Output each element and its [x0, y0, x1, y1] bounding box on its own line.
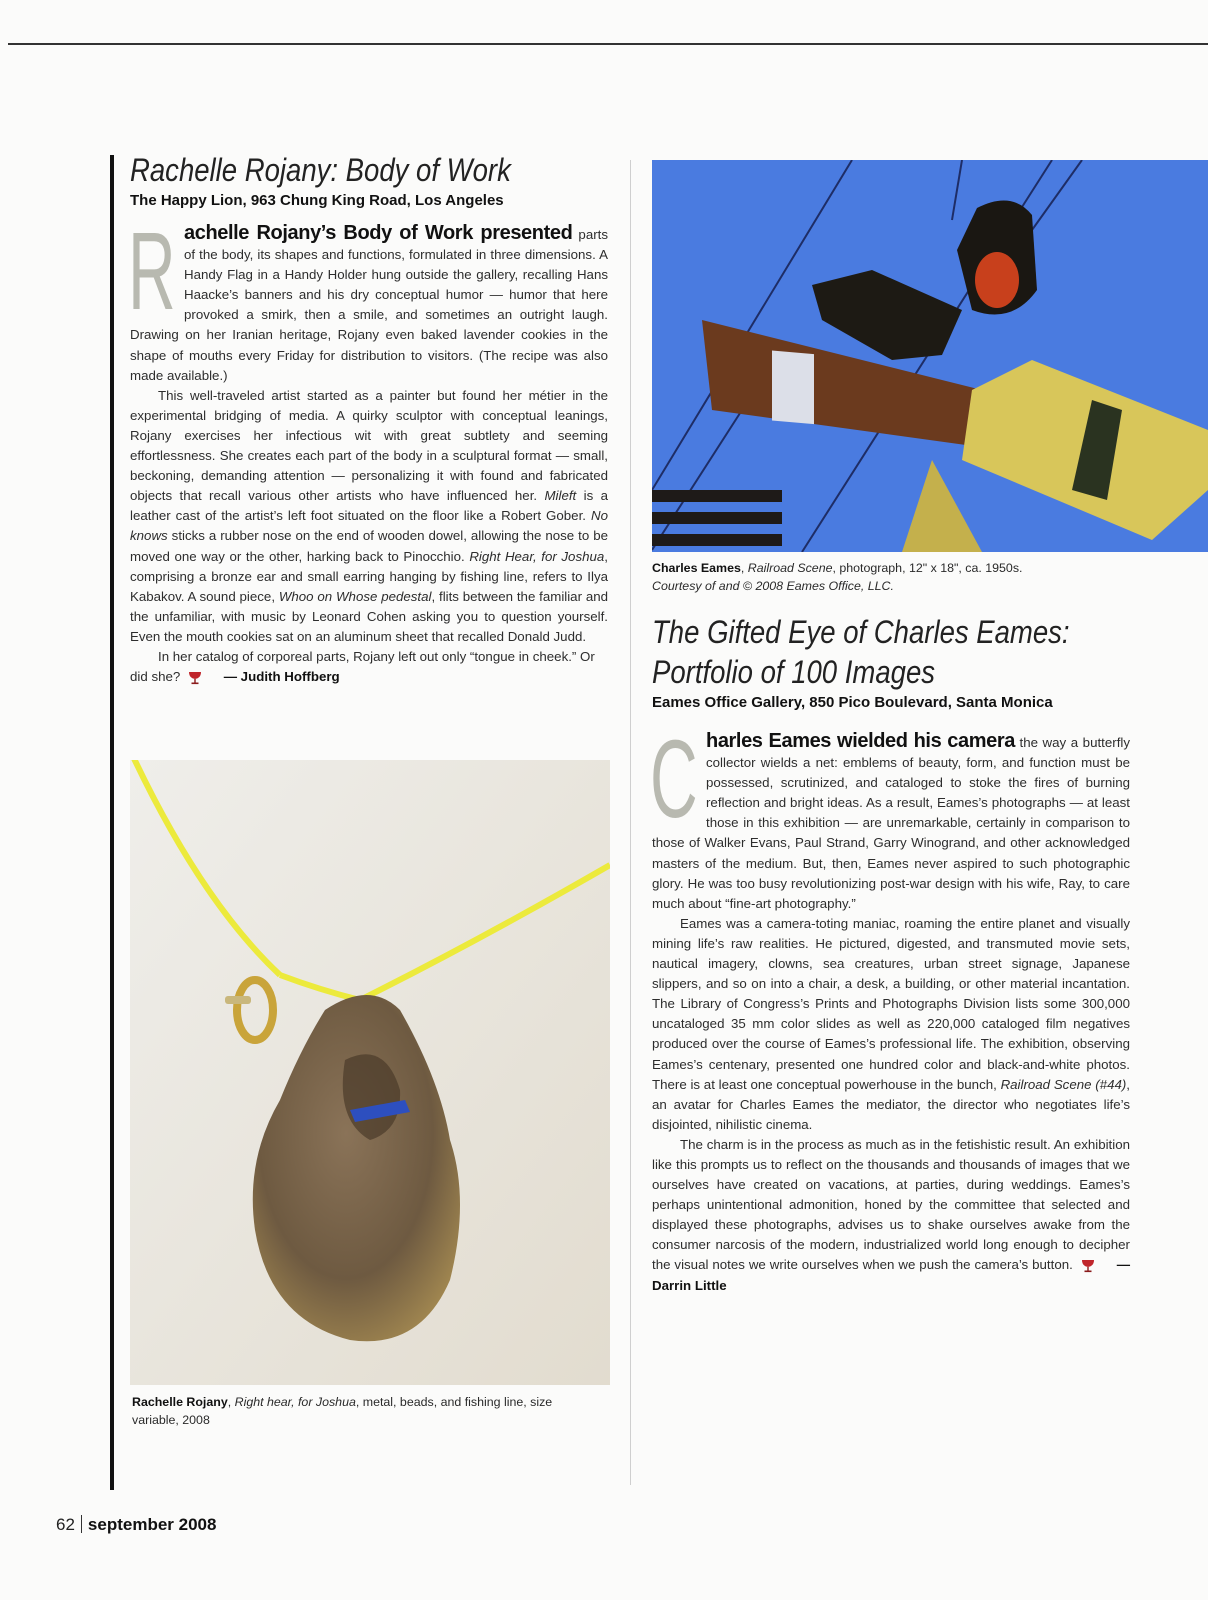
body-eames — [650, 718, 1131, 1296]
page-folio — [56, 1515, 216, 1535]
paragraph: Eames was a camera-toting maniac, roaming the entire planet and visually mining life’s raw realities. He pictured, digested, and transmuted movie sets, nautical imagery, clowns, sea creatures, urban street signage, Japanese slippers, and so on into a chair, a desk, a building, or other material incantation. The Library of Congress’s Prints and Photographs Division lists some 300,000 uncataloged 35 mm color slides as well as 220,000 cataloged film negatives produced over the course of Eames’s professional life. The exhibition, observing Eames’s centenary, presented one hundred color and black-and-white photos. There is at least one conceptual powerhouse in the bunch, — [652, 915, 1130, 1092]
folio-separator — [81, 1515, 82, 1533]
paragraph: This well-traveled artist started as a painter but found her métier in the experimental bridging of media. A quirky sculptor with conceptual leanings, Rojany exercises her infectious wit with great subtlety and seeming effortlessness. She creates each part of the body in a sculptural format — small, beckoning, demanding attention — personalizing it with found and fabricated objects that recall various other artists who have influenced her. — [130, 387, 608, 504]
issue-date: september 2008 — [87, 1515, 217, 1534]
dropcap-r: R — [128, 210, 176, 333]
railroad-signal-image — [652, 160, 1208, 552]
caption-details: , photograph, 12" x 18", ca. 1950s. — [832, 561, 1023, 575]
dropcap-c: C — [650, 718, 698, 841]
headline-eames-line2: Portfolio of 100 Images — [652, 654, 936, 690]
caption-title: Right hear, for Joshua — [234, 1395, 356, 1409]
ear-sculpture-image — [130, 760, 610, 1385]
paragraph: The charm is in the process as much as in the fetishistic result. An exhibition like this prompts us to reflect on the thousands and thousands of images that we ourselves have created on vacations, at parties, during weddings. Eames’s perhaps unintentional admonition, honed by the committee that selected and displayed these photographs, advises us to shake ourselves awake from the consumer narcosis of the modern, industrialized world long enough to decipher the visual notes we write ourselves when we push the camera’s button. — [652, 1136, 1130, 1273]
paragraph: the way a butterfly collector wields a net: emblems of beauty, form, and function must be possessed, scrutinized, and cataloged to stoke the fires of burning reflection and bright ideas. As a result, Eames’s photographs — at least those in this exhibition — are unremarkable, certainly in comparison to those of Walker Evans, Paul Strand, Garry Winogrand, and other acknowledged masters of the medium. But, then, Eames never aspired to such photographic glory. He was too busy revolutionizing post-war design with his wife, Ray, to care much about “fine-art photography.” — [652, 735, 1130, 911]
article-eames — [652, 612, 1130, 1296]
paragraph-fragment: , comprising a bronze ear and small earring hanging by fishing line, refers to Ilya Kabakov. A sound piece, — [130, 548, 608, 604]
paragraph: In her catalog of corporeal parts, Rojany left out only “tongue in cheek.” Or did she? — [130, 648, 595, 685]
work-title: Whoo on Whose pedestal — [278, 588, 432, 604]
caption-details: , metal, beads, and fishing line, size variable, 2008 — [132, 1395, 553, 1427]
goblet-icon — [1081, 1259, 1095, 1273]
photo-railroad-scene — [652, 160, 1208, 552]
body-rojany — [128, 210, 609, 687]
headline-eames-line1: The Gifted Eye of Charles Eames: — [652, 614, 1070, 650]
work-title: Mileft — [544, 488, 577, 504]
work-title: No knows — [130, 508, 608, 544]
paragraph: parts of the body, its shapes and functions, formulated in three dimensions. A Handy Flag in a Handy Holder hung outside the gallery, recalling Hans Haacke’s banners and his dry conceptual humor — humor that here provoked a smirk, then a smile, and sometimes an outright laugh. Drawing on her Iranian heritage, Rojany even baked lavender cookies in the shape of mouths every Friday for distribution to visitors. (The recipe was also made available.) — [130, 227, 608, 383]
paragraph-fragment: , flits between the familiar and the unfamiliar, with music by Leonard Cohen asking you to question yourself. Even the mouth cookies sat on an aluminum sheet that recalled Donald Judd. — [130, 588, 609, 644]
caption-artist: Charles Eames — [652, 561, 741, 575]
venue-rojany: The Happy Lion, 963 Chung King Road, Los Angeles — [130, 192, 504, 209]
caption-title: Railroad Scene — [747, 561, 833, 575]
lead-in: achelle Rojany’s Body of Work presented — [184, 222, 573, 244]
paragraph-fragment: is a leather cast of the artist’s left foot situated on the floor like a Robert Gober. — [130, 488, 608, 524]
venue-eames: Eames Office Gallery, 850 Pico Boulevard, Santa Monica — [652, 694, 1053, 711]
section-bar — [110, 155, 114, 1490]
work-title: Right Hear, for Joshua — [469, 548, 605, 564]
byline-hoffberg: — Judith Hoffberg — [223, 669, 340, 685]
byline-little: — Darrin Little — [652, 1257, 1131, 1293]
caption-eames: Charles Eames, Railroad Scene, photograph, 12" x 18", ca. 1950s. Courtesy of and © 2008 Eames Office, LLC. — [652, 561, 1023, 593]
lead-in: harles Eames wielded his camera — [706, 730, 1015, 752]
column-divider — [630, 160, 631, 1485]
photo-right-hear-for-joshua — [130, 760, 610, 1385]
article-rojany — [130, 150, 608, 687]
caption-artist: Rachelle Rojany — [132, 1395, 228, 1409]
page-number: 62 — [56, 1515, 75, 1534]
caption-rojany: Rachelle Rojany, Right hear, for Joshua, metal, beads, and fishing line, size variable, 2008 — [132, 1395, 553, 1427]
caption-credit: Courtesy of and © 2008 Eames Office, LLC. — [652, 579, 894, 593]
top-rule — [8, 43, 1208, 45]
paragraph-fragment: sticks a rubber nose on the end of wooden dowel, allowing the nose to be moved one way or the other, harking back to Pinocchio. — [130, 528, 608, 564]
headline-rojany: Rachelle Rojany: Body of Work — [130, 152, 511, 188]
goblet-icon — [188, 671, 202, 685]
work-title: Railroad Scene (#44) — [1000, 1076, 1127, 1092]
paragraph-fragment: , an avatar for Charles Eames the mediator, the director who negotiates life’s disjointed, nihilistic cinema. — [652, 1076, 1130, 1132]
